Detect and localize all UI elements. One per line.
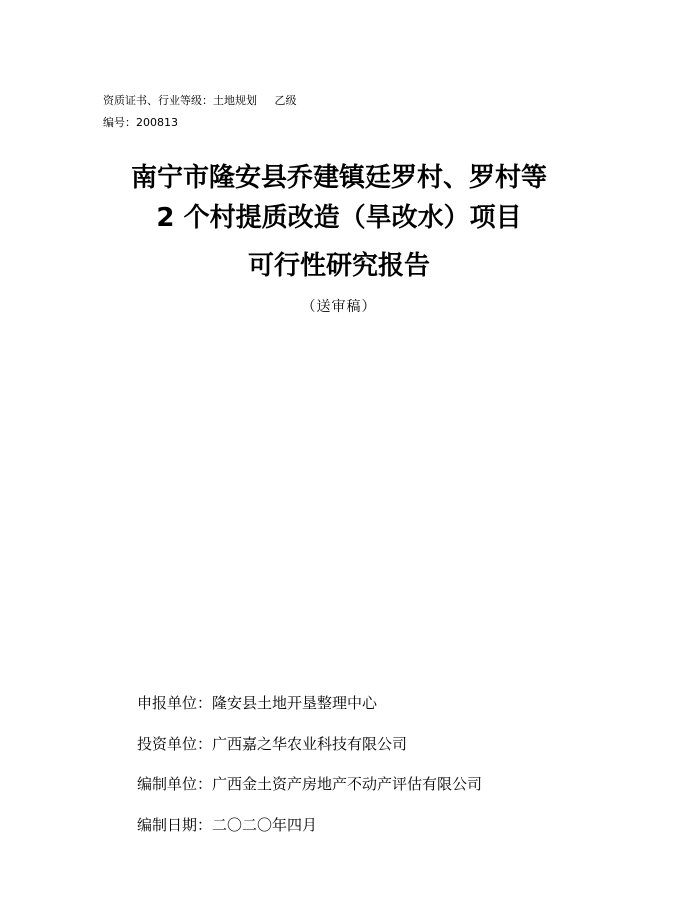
info-label: 编制日期：	[137, 816, 213, 834]
info-value: 二〇二〇年四月	[212, 816, 318, 834]
info-row-investor	[137, 733, 407, 754]
title-line-2: 2 个村提质改造（旱改水）项目	[156, 203, 522, 233]
subtitle: （送审稿）	[301, 299, 377, 315]
qualification-line: 资质证书、行业等级：土地规划 乙级	[103, 94, 297, 107]
document-number: 编号：200813	[103, 116, 178, 129]
info-row-compiler	[137, 773, 482, 794]
info-row-date	[137, 814, 317, 835]
info-row-applicant	[137, 692, 377, 713]
title-line-3: 可行性研究报告	[247, 251, 430, 281]
info-value: 广西金土资产房地产不动产评估有限公司	[212, 775, 483, 793]
info-label: 申报单位：	[137, 694, 213, 712]
info-value: 隆安县土地开垦整理中心	[212, 694, 378, 712]
info-label: 投资单位：	[137, 735, 213, 753]
info-value: 广西嘉之华农业科技有限公司	[212, 735, 408, 753]
title-line-1: 南宁市隆安县乔建镇廷罗村、罗村等	[130, 163, 547, 193]
info-label: 编制单位：	[137, 775, 213, 793]
